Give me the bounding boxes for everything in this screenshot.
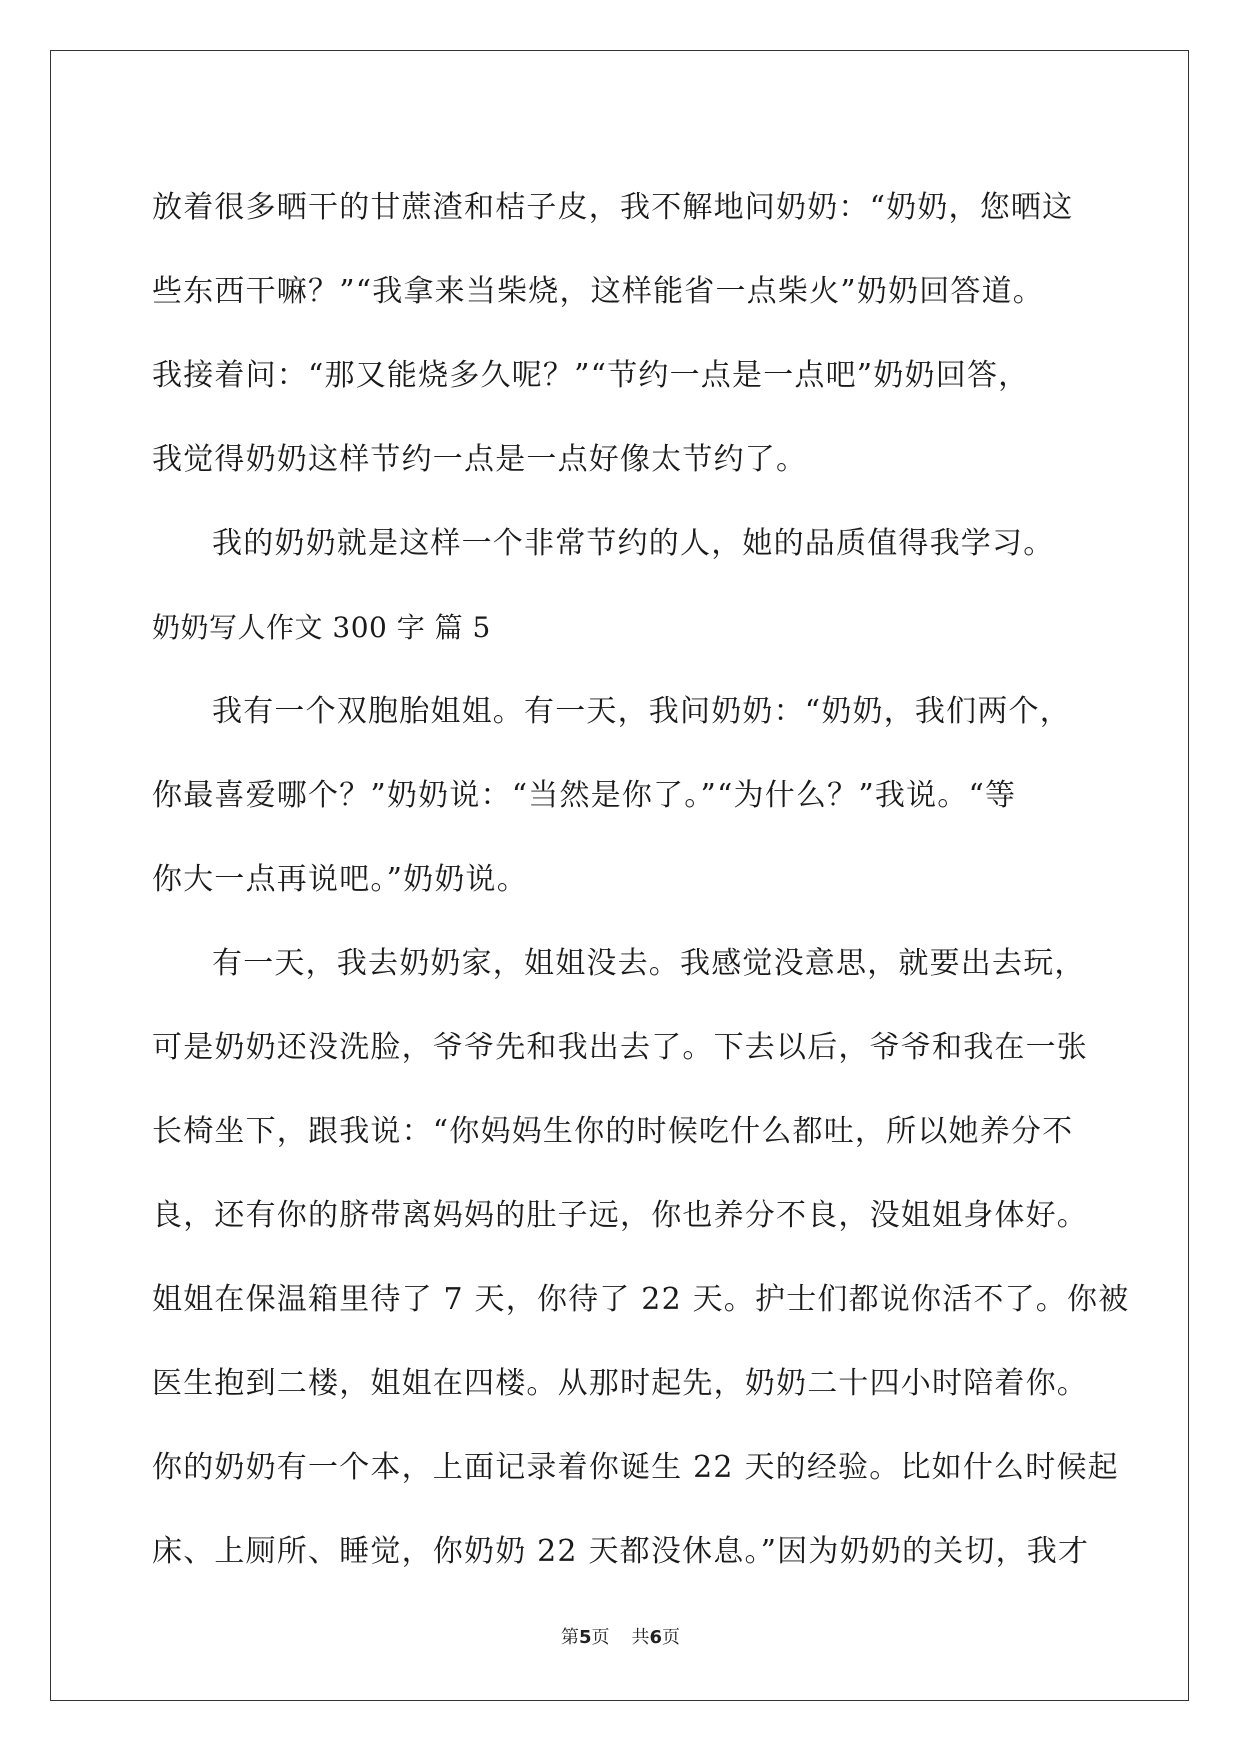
text-line: 放着很多晒干的甘蔗渣和桔子皮，我不解地问奶奶：“奶奶，您晒这 xyxy=(152,190,1074,225)
page-suffix: 页 xyxy=(591,1627,610,1648)
text-line: 我接着问：“那又能烧多久呢？”“节约一点是一点吧”奶奶回答， xyxy=(152,358,1030,393)
paragraph-start-line: 我的奶奶就是这样一个非常节约的人，她的品质值得我学习。 xyxy=(212,526,1055,561)
total-page-count: 6 xyxy=(649,1627,663,1648)
text-line: 医生抱到二楼，姐姐在四楼。从那时起先，奶奶二十四小时陪着你。 xyxy=(152,1366,1088,1401)
paragraph-start-line: 有一天，我去奶奶家，姐姐没去。我感觉没意思，就要出去玩， xyxy=(212,946,1086,981)
page-footer xyxy=(0,1626,1241,1650)
section-heading: 奶奶写人作文 300 字 篇 5 xyxy=(152,611,491,644)
text-line: 良，还有你的脐带离妈妈的肚子远，你也养分不良，没姐姐身体好。 xyxy=(152,1198,1088,1233)
total-suffix: 页 xyxy=(662,1627,681,1648)
text-line: 可是奶奶还没洗脸，爷爷先和我出去了。下去以后，爷爷和我在一张 xyxy=(152,1030,1088,1065)
document-body xyxy=(152,166,1130,1594)
text-line: 你的奶奶有一个本，上面记录着你诞生 22 天的经验。比如什么时候起 xyxy=(152,1450,1119,1485)
text-line: 床、上厕所、睡觉，你奶奶 22 天都没休息。”因为奶奶的关切，我才 xyxy=(152,1534,1090,1569)
text-line: 些东西干嘛？”“我拿来当柴烧，这样能省一点柴火”奶奶回答道。 xyxy=(152,274,1045,309)
page-prefix: 第 xyxy=(560,1627,579,1648)
text-line: 长椅坐下，跟我说：“你妈妈生你的时候吃什么都吐，所以她养分不 xyxy=(152,1114,1074,1149)
total-prefix: 共 xyxy=(631,1627,650,1648)
paragraph-start-line: 我有一个双胞胎姐姐。有一天，我问奶奶：“奶奶，我们两个， xyxy=(212,694,1071,729)
text-line: 你最喜爱哪个？”奶奶说：“当然是你了。”“为什么？”我说。“等 xyxy=(152,778,1017,813)
text-line: 你大一点再说吧。”奶奶说。 xyxy=(152,862,528,897)
current-page-number: 5 xyxy=(578,1627,592,1648)
text-line: 姐姐在保温箱里待了 7 天，你待了 22 天。护士们都说你活不了。你被 xyxy=(152,1282,1130,1317)
text-line: 我觉得奶奶这样节约一点是一点好像太节约了。 xyxy=(152,442,808,477)
